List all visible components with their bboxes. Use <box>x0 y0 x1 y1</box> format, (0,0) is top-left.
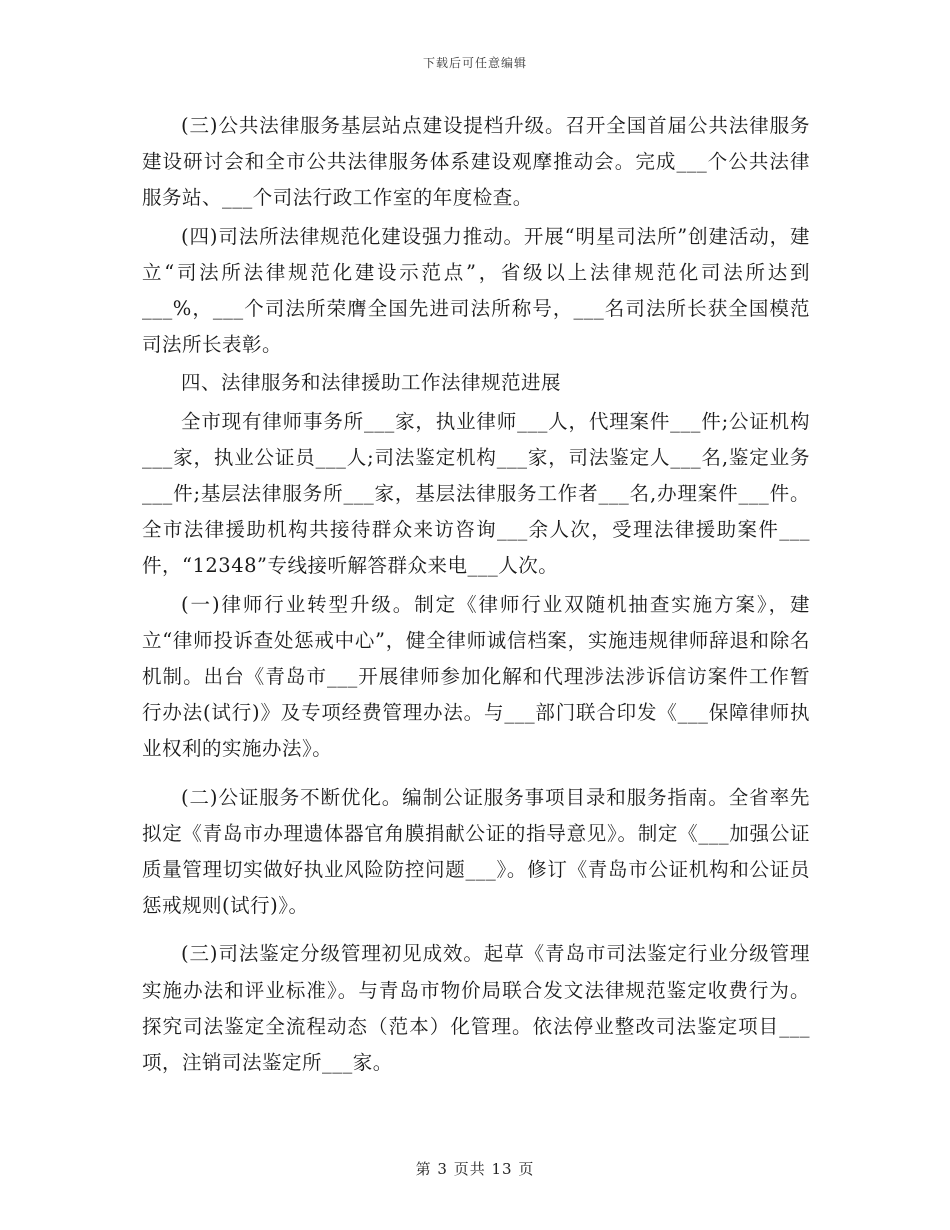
paragraph-statistics: 全市现有律师事务所___家，执业律师___人，代理案件___件;公证机构___家，执业公证员___人;司法鉴定机构___家，司法鉴定人___名,鉴定业务___件;基层法律服务所___家，基层法律服务工作者___名,办理案件___件。全市法律援助机构共接待群众来访咨询___余人次，受理法律援助案件___件，“12348”专线接听解答群众来电___人次。 <box>142 409 810 578</box>
paragraph-notary-service: (二)公证服务不断优化。编制公证服务事项目录和服务指南。全省率先拟定《青岛市办理遗体器官角膜捐献公证的指导意见》。制定《___加强公证质量管理切实做好执业风险防控问题___》。修订《青岛市公证机构和公证员惩戒规则(试行)》。 <box>142 785 810 918</box>
section-heading-legal-aid: 四、法律服务和法律援助工作法律规范进展 <box>181 371 562 395</box>
paragraph-forensic-appraisal: (三)司法鉴定分级管理初见成效。起草《青岛市司法鉴定行业分级管理实施办法和评业标准》。与青岛市物价局联合发文法律规范鉴定收费行为。探究司法鉴定全流程动态（范本）化管理。依法停业整改司法鉴定项目___项，注销司法鉴定所___家。 <box>142 942 810 1075</box>
page-header: 下载后可任意编辑 <box>422 56 527 70</box>
paragraph-lawyer-industry: (一)律师行业转型升级。制定《律师行业双随机抽查实施方案》，建立“律师投诉查处惩戒中心”，健全律师诚信档案，实施违规律师辞退和除名机制。出台《青岛市___开展律师参加化解和代理涉法涉诉信访案件工作暂行办法(试行)》及专项经费管理办法。与___部门联合印发《___保障律师执业权利的实施办法》。 <box>142 592 810 761</box>
page-footer: 第 3 页共 13 页 <box>415 1160 535 1178</box>
paragraph-judicial-office: (四)司法所法律规范化建设强力推动。开展“明星司法所”创建活动，建立“司法所法律规范化建设示范点”，省级以上法律规范化司法所达到___%，___个司法所荣膺全国先进司法所称号，___名司法所长获全国模范司法所长表彰。 <box>142 224 810 357</box>
paragraph-service-stations: (三)公共法律服务基层站点建设提档升级。召开全国首届公共法律服务建设研讨会和全市公共法律服务体系建设观摩推动会。完成___个公共法律服务站、___个司法行政工作室的年度检查。 <box>142 114 810 210</box>
document-body <box>142 108 810 1081</box>
